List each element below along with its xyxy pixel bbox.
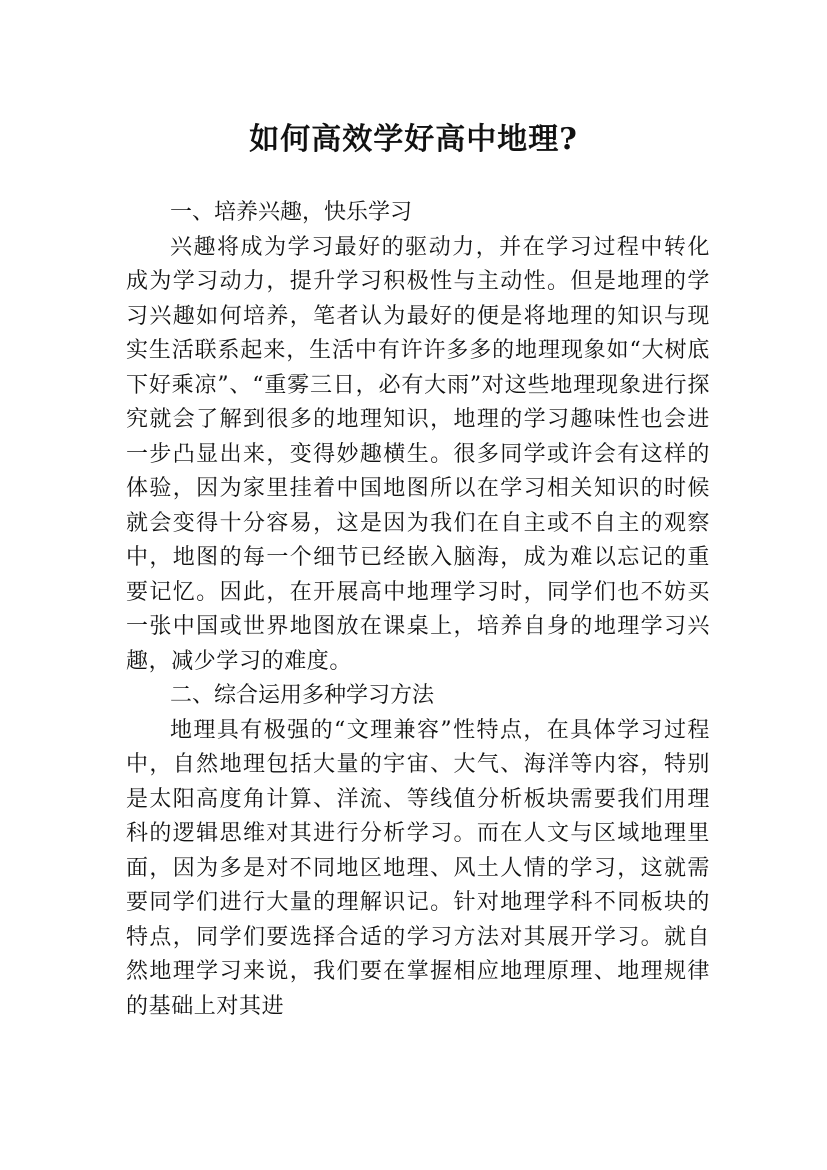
section-paragraph-1: 兴趣将成为学习最好的驱动力，并在学习过程中转化成为学习动力，提升学习积极性与主动性。但是地理的学习兴趣如何培养，笔者认为最好的便是将地理的知识与现实生活联系起来，生活中有许许多多的地理现象如“大树底下好乘凉”、“重雾三日，必有大雨”对这些地理现象进行探究就会了解到很多的地理知识，地理的学习趣味性也会进一步凸显出来，变得妙趣横生。很多同学或许会有这样的体验，因为家里挂着中国地图所以在学习相关知识的时候就会变得十分容易，这是因为我们在自主或不自主的观察中，地图的每一个细节已经嵌入脑海，成为难以忘记的重要记忆。因此，在开展高中地理学习时，同学们也不妨买一张中国或世界地图放在课桌上，培养自身的地理学习兴趣，减少学习的难度。 bbox=[126, 234, 710, 674]
document-body bbox=[126, 196, 710, 1024]
document-title: 如何高效学好高中地理? bbox=[249, 122, 578, 158]
section-paragraph-2: 地理具有极强的“文理兼容”性特点，在具体学习过程中，自然地理包括大量的宇宙、大气、海洋等内容，特别是太阳高度角计算、洋流、等线值分析板块需要我们用理科的逻辑思维对其进行分析学习。而在人文与区域地理里面，因为多是对不同地区地理、风土人情的学习，这就需要同学们进行大量的理解识记。针对地理学科不同板块的特点，同学们要选择合适的学习方法对其展开学习。就自然地理学习来说，我们要在掌握相应地理原理、地理规律的基础上对其进 bbox=[126, 717, 710, 1019]
section-heading-1: 一、培养兴趣，快乐学习 bbox=[170, 200, 413, 225]
section-heading-2: 二、综合运用多种学习方法 bbox=[170, 683, 435, 708]
